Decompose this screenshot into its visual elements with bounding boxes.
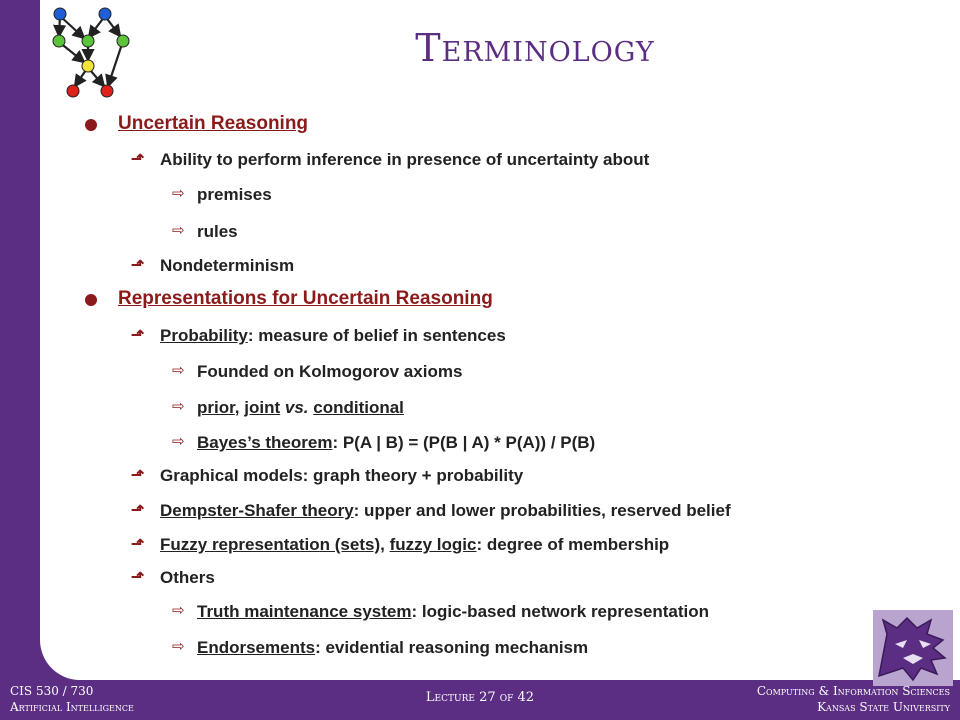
bullet-uncertain-reasoning[interactable]: Uncertain Reasoning — [118, 113, 309, 134]
footer-department — [757, 683, 950, 715]
hollow-arrow-icon: ⇨ — [172, 398, 185, 415]
bullet-bayes: Bayes’s theorem: P(A | B) = (P(B | A) * P(A)) / P(B) — [197, 433, 596, 452]
fuzzy-representation-link[interactable]: Fuzzy representation (sets) — [160, 535, 381, 554]
box-arrow-icon: ⬏ — [131, 536, 145, 553]
slide-title: Terminology — [415, 26, 655, 70]
bayes-network-logo-icon — [42, 2, 142, 100]
hollow-arrow-icon: ⇨ — [172, 362, 185, 379]
footer-course-number: CIS 530 / 730 — [10, 684, 94, 698]
probability-link[interactable]: Probability — [160, 326, 248, 345]
bullet-premises: premises — [197, 185, 272, 204]
box-arrow-icon: ⬏ — [131, 151, 145, 168]
box-arrow-icon: ⬏ — [131, 467, 145, 484]
endorsements-link[interactable]: Endorsements — [197, 638, 316, 657]
hollow-arrow-icon: ⇨ — [172, 222, 185, 239]
footer-department-name: Computing & Information Sciences — [756, 684, 950, 698]
bullet-prior-joint-conditional: prior, joint vs. conditional — [197, 398, 404, 417]
bullet-nondeterminism: Nondeterminism — [160, 256, 295, 275]
bullet-fuzzy: Fuzzy representation (sets), fuzzy logic: degree of membership — [160, 535, 670, 554]
bullet-rules: rules — [197, 222, 238, 241]
wildcat-logo-icon — [873, 610, 953, 686]
bullet-others: Others — [160, 568, 215, 587]
bullet-dot-icon — [85, 294, 97, 306]
bullet-graphical-models: Graphical models: graph theory + probability — [160, 466, 524, 485]
joint-link[interactable]: joint — [244, 398, 281, 417]
bullet-kolmogorov: Founded on Kolmogorov axioms — [197, 362, 463, 381]
conditional-link[interactable]: conditional — [313, 398, 404, 417]
fuzzy-logic-link[interactable]: fuzzy logic — [389, 535, 477, 554]
box-arrow-icon: ⬏ — [131, 257, 145, 274]
prior-link[interactable]: prior — [197, 398, 235, 417]
bullet-truth-maintenance: Truth maintenance system: logic-based network representation — [197, 602, 710, 621]
hollow-arrow-icon: ⇨ — [172, 638, 185, 655]
truth-maintenance-link[interactable]: Truth maintenance system — [197, 602, 412, 621]
bullet-ability: Ability to perform inference in presence of uncertainty about — [160, 150, 650, 169]
footer-lecture: Lecture 27 of 42 — [425, 690, 535, 705]
box-arrow-icon: ⬏ — [131, 502, 145, 519]
hollow-arrow-icon: ⇨ — [172, 185, 185, 202]
bullet-dempster-shafer: Dempster-Shafer theory: upper and lower probabilities, reserved belief — [160, 501, 731, 520]
dempster-shafer-link[interactable]: Dempster-Shafer theory — [160, 501, 354, 520]
footer-course-name: Artificial Intelligence — [10, 700, 134, 714]
bayes-link[interactable]: Bayes’s theorem — [197, 433, 333, 452]
box-arrow-icon: ⬏ — [131, 569, 145, 586]
hollow-arrow-icon: ⇨ — [172, 433, 185, 450]
bullet-dot-icon — [85, 119, 97, 131]
footer-university: Kansas State University — [817, 700, 950, 714]
bullet-representations[interactable]: Representations for Uncertain Reasoning — [118, 288, 493, 309]
hollow-arrow-icon: ⇨ — [172, 602, 185, 619]
bullet-probability: Probability: measure of belief in sentences — [160, 326, 506, 345]
box-arrow-icon: ⬏ — [131, 327, 145, 344]
bullet-endorsements: Endorsements: evidential reasoning mechanism — [197, 638, 589, 657]
